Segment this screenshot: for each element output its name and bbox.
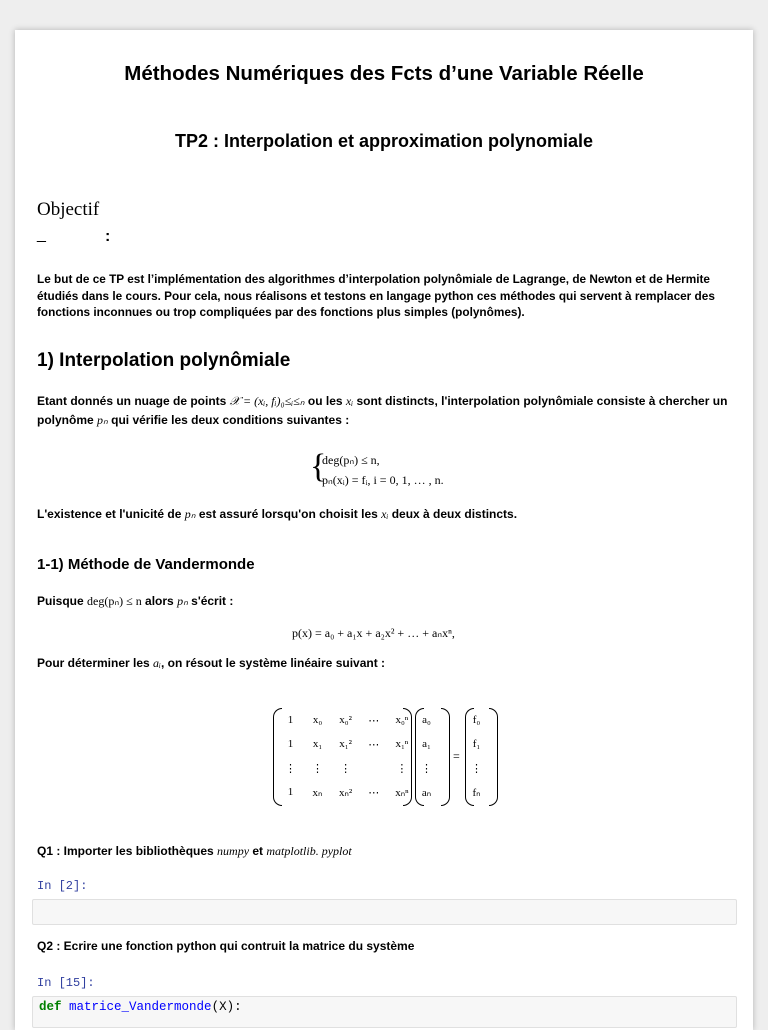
a-vector-right-paren [441,708,450,806]
page-title: Méthodes Numériques des Fcts d’une Variable Réelle [124,62,644,85]
text-span: , on résout le système linéaire suivant : [160,656,386,670]
f-vector [467,708,486,804]
text-span: s'écrit : [187,594,234,608]
left-brace: { [310,448,327,485]
math-ai: aᵢ [153,656,161,670]
f-vector-row [467,756,486,780]
matrix-cell: x₀ⁿ [395,714,409,726]
function-args: (X): [211,1000,242,1014]
f-vector-entry: ⋮ [471,762,482,775]
objectif-underline: _ [37,226,46,243]
matrix-cell: xₙ² [339,786,353,799]
notebook-page [15,30,753,1030]
a-vector-entry: aₙ [421,786,432,799]
a-vector [417,708,436,804]
section-1-paragraph [37,392,737,430]
text-span: alors [141,594,178,608]
linear-system-paragraph [37,654,737,673]
function-name: matrice_Vandermonde [69,1000,212,1014]
text-span: Q1 : Importer les bibliothèques [37,844,218,858]
matrix-row [277,708,417,732]
f-vector-row [467,732,486,756]
numpy-label: numpy [217,844,250,858]
matrix-cell: ⋯ [368,738,380,751]
text-span: sont distincts, l'interpolation polynômiale consiste à chercher un polynôme [37,394,728,427]
vandermonde-system [273,708,503,808]
matrix-cell: ⋮ [312,762,323,775]
f-vector-entry: f₁ [472,738,481,750]
f-vector-entry: fₙ [472,786,481,799]
matrix-cell: xₙⁿ [395,786,409,799]
text-span: ou les [304,394,346,408]
a-vector-row [417,780,436,804]
matrix-cell: ⋯ [368,714,380,727]
code-line [39,1000,242,1014]
matrix-row [277,732,417,756]
a-vector-entry: ⋮ [421,762,432,775]
matrix-cell: x₀ [312,714,323,726]
polynomial-formula: p(x) = a₀ + a₁x + a₂x² + … + aₙxⁿ, [292,626,455,640]
a-vector-row [417,708,436,732]
code-cell-1[interactable] [32,899,737,925]
code-cell-2[interactable] [32,996,737,1028]
text-span: Etant donnés un nuage de points [37,394,230,408]
question-2: Q2 : Ecrire une fonction python qui contruit la matrice du système [37,939,415,953]
matrix-cell [360,756,387,780]
text-span: deux à deux distincts. [388,507,518,521]
text-span: Puisque [37,594,88,608]
math-xi: xᵢ [381,507,389,521]
text-span: qui vérifie les deux conditions suivantes : [107,413,350,427]
matrix-cell: ⋮ [285,762,296,775]
f-vector-entry: f₀ [472,714,481,726]
a-vector-row [417,732,436,756]
f-vector-row [467,780,486,804]
matrix-cell: x₁ⁿ [395,738,409,750]
keyword-def: def [39,1000,62,1014]
page-subtitle: TP2 : Interpolation et approximation polynomiale [174,131,594,151]
intro-paragraph: Le but de ce TP est l’implémentation des algorithmes d’interpolation polynômiale de Lagrange, de Newton et de Hermite étudiés dans le cours. Pour cela, nous réalisons et testons en langage python ces méthodes qui servent à remplacer des fonctions inconnues ou trop compliquées par des fonctions plus simples (polynômes). [37,272,715,319]
matrix-right-paren [403,708,412,806]
math-xi: xᵢ [345,394,354,408]
section-1-1-heading: 1-1) Méthode de Vandermonde [37,556,255,573]
matplotlib-label: matplotlib. pyplot [266,844,352,858]
f-vector-right-paren [489,708,498,806]
matrix-cell: 1 [287,786,294,798]
a-vector-entry: a₀ [422,714,431,726]
f-vector-row [467,708,486,732]
equals-sign: = [453,749,460,763]
text-span: est assuré lorsqu'on choisit les [195,507,382,521]
vandermonde-paragraph [37,592,737,611]
a-vector-entry: a₁ [422,738,431,750]
math-pn: pₙ [177,594,188,608]
matrix-cell: ⋮ [340,762,352,775]
a-vector-row [417,756,436,780]
existence-paragraph [37,505,737,524]
math-point-cloud: 𝒳 = (xᵢ, fᵢ)₀≤ᵢ≤ₙ [229,394,305,408]
cell-2-prompt: In [15]: [37,976,95,990]
objectif-colon: : [105,228,111,245]
text-span: Pour déterminer les [37,656,154,670]
matrix-cell: 1 [287,738,294,750]
objectif-heading: Objectif [37,199,100,220]
section-1-heading: 1) Interpolation polynômiale [37,350,291,371]
math-deg-pn: deg(pₙ) ≤ n [87,594,142,608]
matrix-cell: x₀² [339,714,352,726]
matrix-cell: 1 [287,714,294,726]
matrix-cell: ⋮ [396,762,408,775]
math-pn: pₙ [184,507,196,521]
matrix-cell: x₁ [312,738,323,750]
question-1 [37,842,737,861]
condition-2: pₙ(xᵢ) = fᵢ, i = 0, 1, … , n. [322,473,444,487]
math-pn: pₙ [97,413,108,427]
cell-1-prompt: In [2]: [37,879,88,893]
matrix-cell: x₁² [339,738,352,750]
matrix-cell: ⋯ [368,786,380,799]
matrix-cell: xₙ [312,786,323,799]
text-span: L'existence et l'unicité de [37,507,185,521]
vandermonde-matrix [277,708,417,804]
matrix-row [277,756,417,780]
text-span: et [249,844,267,858]
matrix-row [277,780,417,804]
condition-1: deg(pₙ) ≤ n, [322,453,380,467]
